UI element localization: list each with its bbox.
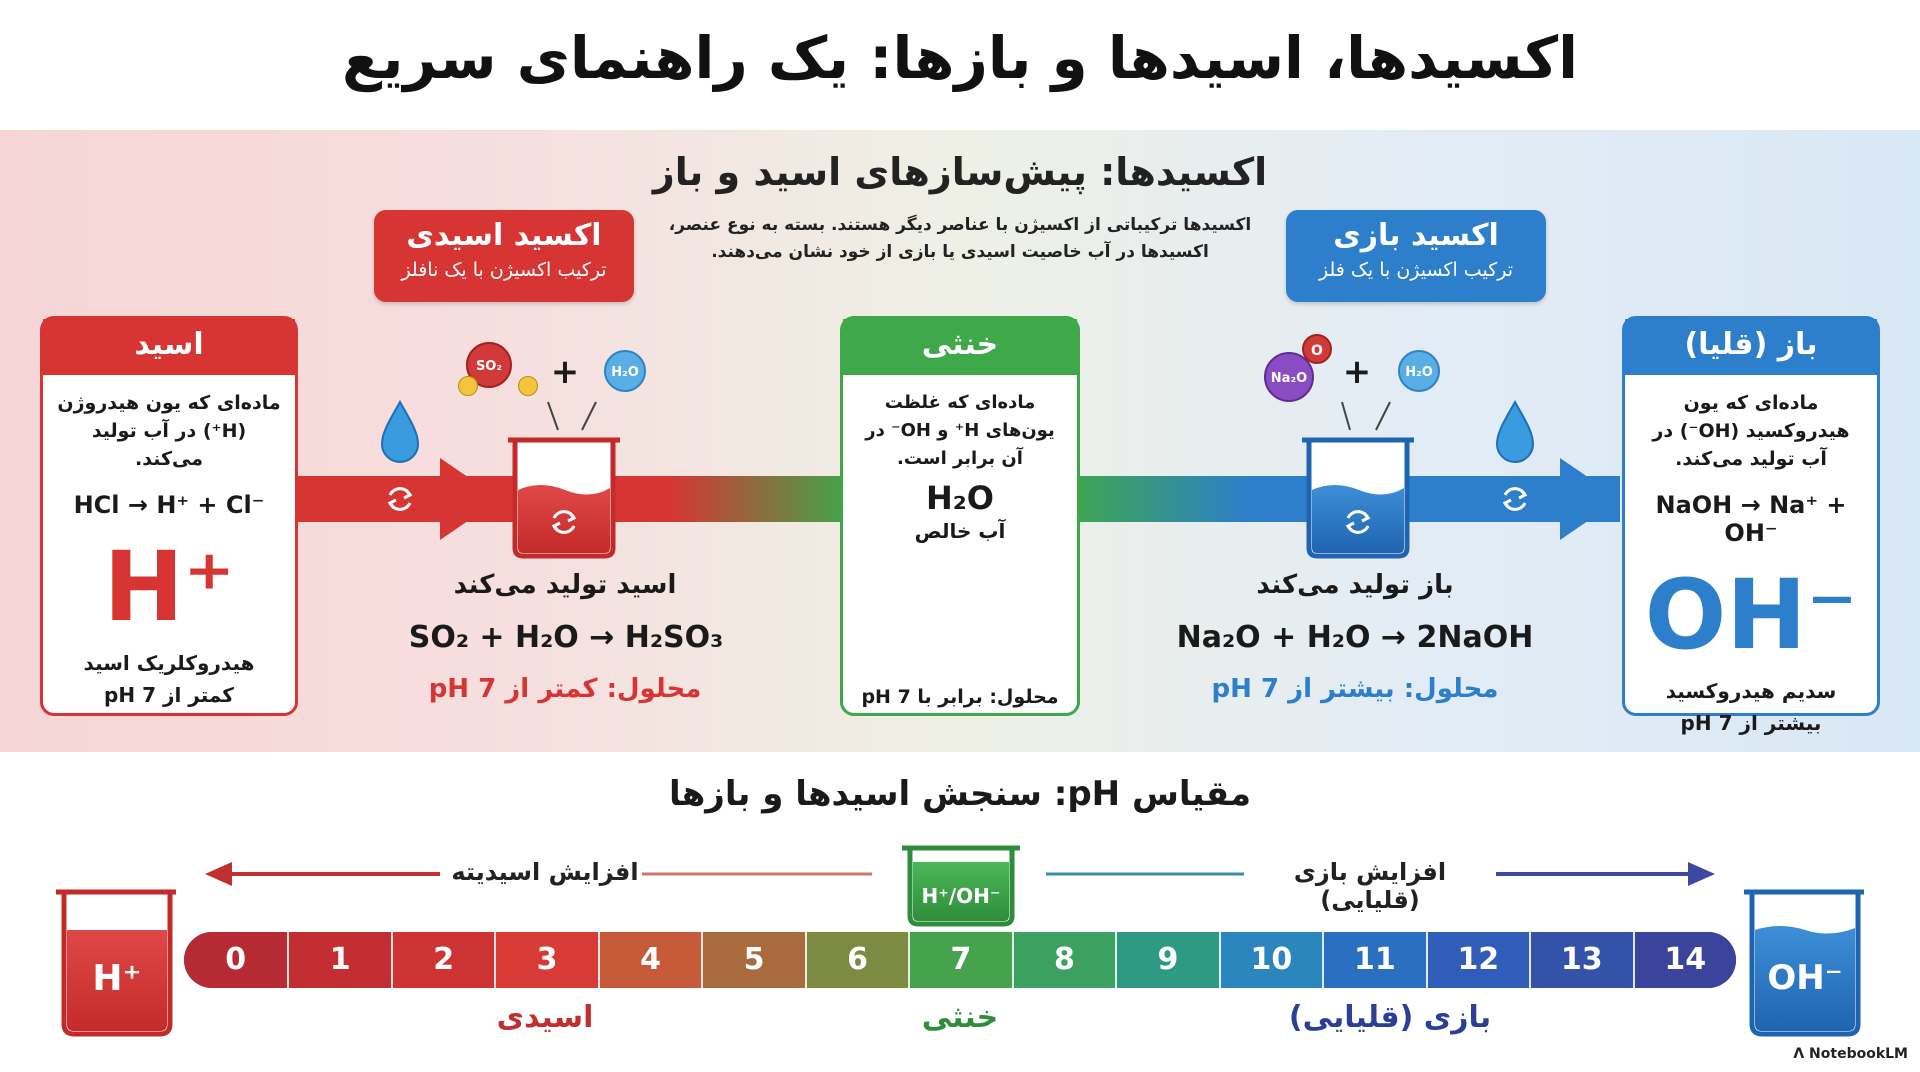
base-solution-ph: pH محلول: بیشتر از 7: [1211, 674, 1499, 704]
water-formula: H₂O: [926, 479, 994, 517]
base-equation: NaOH → Na⁺ + OH⁻: [1655, 491, 1847, 547]
ph-scale-cell: 6: [805, 932, 908, 988]
ph-scale-cell: 3: [494, 932, 597, 988]
acid-ph: pH کمتر از 7: [104, 683, 234, 707]
water-molecule: H₂O: [1398, 350, 1440, 392]
water-drop-icon: [1497, 402, 1533, 462]
ph-scale-cell: 2: [391, 932, 494, 988]
neutral-definition: ماده‌ای که غلظت یون‌های H⁺ و OH⁻ در آن برابر است.: [865, 392, 1055, 469]
na2o-molecule: Na₂O: [1264, 352, 1314, 402]
basic-oxide-title: اکسید بازی: [1333, 218, 1499, 253]
ph-scale-cell: 12: [1426, 932, 1529, 988]
ph-neutral-beaker-label: H⁺/OH⁻: [921, 884, 1001, 908]
acidity-arrow-head: [205, 862, 232, 886]
acid-equation: HCl → H⁺ + Cl⁻: [73, 491, 265, 519]
neutral-card-title: خنثی: [843, 319, 1077, 375]
neutral-zone-label: خنثی: [921, 1000, 999, 1035]
ph-scale-cell: 13: [1529, 932, 1632, 988]
ph-scale-cell: 11: [1322, 932, 1425, 988]
acid-card-title: اسید: [43, 319, 295, 375]
oxygen-atom-icon: [458, 376, 478, 396]
water-molecule: H₂O: [604, 350, 646, 392]
arrow-head-base: [1560, 458, 1620, 540]
acid-reaction-equation: SO₂ + H₂O → H₂SO₃: [408, 620, 724, 655]
ph-base-beaker-label: OH⁻: [1767, 958, 1843, 998]
ph-acid-beaker-label: H⁺: [92, 958, 142, 999]
acidity-trend-label: افزایش اسیدیته: [451, 858, 639, 886]
ph-scale-cell: 0: [184, 932, 287, 988]
oxides-description: اکسیدها ترکیباتی از اکسیژن با عناصر دیگر هستند. بسته به نوع عنصر، اکسیدها در آب خاصیت اسیدی یا بازی از خود نشان می‌دهند.: [668, 215, 1252, 262]
base-definition: ماده‌ای که یون هیدروکسید (OH⁻) در آب تولید می‌کند.: [1652, 392, 1850, 470]
arrow-head-acid: [440, 458, 500, 540]
acidic-oxide-title: اکسید اسیدی: [406, 218, 602, 253]
ph-scale-cell: 1: [287, 932, 390, 988]
plus-sign: +: [1342, 352, 1372, 392]
base-card: [1622, 316, 1880, 735]
neutral-card: [840, 316, 1080, 716]
ph-scale-cell: 4: [598, 932, 701, 988]
acid-card: [40, 316, 298, 716]
acidic-zone-label: اسیدی: [496, 1000, 594, 1035]
hydrogen-ion: H⁺: [103, 531, 235, 643]
page-title: اکسیدها، اسیدها و بازها: یک راهنمای سریع: [342, 24, 1578, 92]
ph-scale-cell: 7: [908, 932, 1011, 988]
credit-text: NotebookLM: [1809, 1046, 1908, 1062]
so2-molecule: SO₂: [466, 342, 512, 388]
basic-zone-label: بازی (قلیایی): [1288, 1000, 1492, 1035]
notebooklm-logo-icon: ᐱ: [1793, 1046, 1810, 1062]
ph-scale-cell: 14: [1633, 932, 1736, 988]
acid-beaker-icon: [508, 440, 620, 556]
oxides-heading: اکسیدها: پیش‌سازهای اسید و باز: [652, 150, 1268, 194]
basicity-trend-label: افزایش بازی (قلیایی): [1293, 858, 1447, 914]
notebooklm-credit: [1793, 1046, 1908, 1062]
acid-result-label: اسید تولید می‌کند: [453, 570, 677, 600]
basicity-arrow-head: [1688, 862, 1715, 886]
ph-scale-cell: 9: [1115, 932, 1218, 988]
pure-water-label: آب خالص: [914, 519, 1006, 543]
base-result-label: باز تولید می‌کند: [1256, 570, 1454, 600]
neutral-beaker-label: H⁺/OH⁻: [920, 596, 1000, 620]
ph-scale-cell: 10: [1219, 932, 1322, 988]
acid-solution-ph: pH محلول: کمتر از 7: [428, 674, 702, 704]
hydroxide-ion: OH⁻: [1644, 559, 1858, 671]
base-reaction-equation: Na₂O + H₂O → 2NaOH: [1176, 620, 1534, 655]
base-card-title: باز (قلیا): [1625, 319, 1877, 375]
neutral-ph: pH محلول: برابر با 7: [861, 686, 1059, 708]
plus-sign: +: [550, 352, 580, 392]
ph-scale-cell: 5: [701, 932, 804, 988]
base-ph: pH بیشتر از 7: [1680, 711, 1822, 735]
oxygen-atom: O: [1302, 334, 1332, 364]
oxygen-atom-icon: [518, 376, 538, 396]
acid-name: هیدروکلریک اسید: [83, 651, 255, 675]
acid-definition: ماده‌ای که یون هیدروژن (H⁺) در آب تولید می‌کند.: [57, 392, 281, 470]
acidic-oxide-subtitle: ترکیب اکسیژن با یک نافلز: [401, 259, 607, 281]
water-drop-icon: [382, 402, 418, 462]
base-beaker-icon: [1302, 440, 1414, 556]
base-name: سدیم هیدروکسید: [1665, 679, 1837, 703]
ph-scale-title: مقیاس pH: سنجش اسیدها و بازها: [668, 774, 1252, 814]
ph-scale-cell: 8: [1012, 932, 1115, 988]
basic-oxide-subtitle: ترکیب اکسیژن با یک فلز: [1318, 259, 1514, 281]
